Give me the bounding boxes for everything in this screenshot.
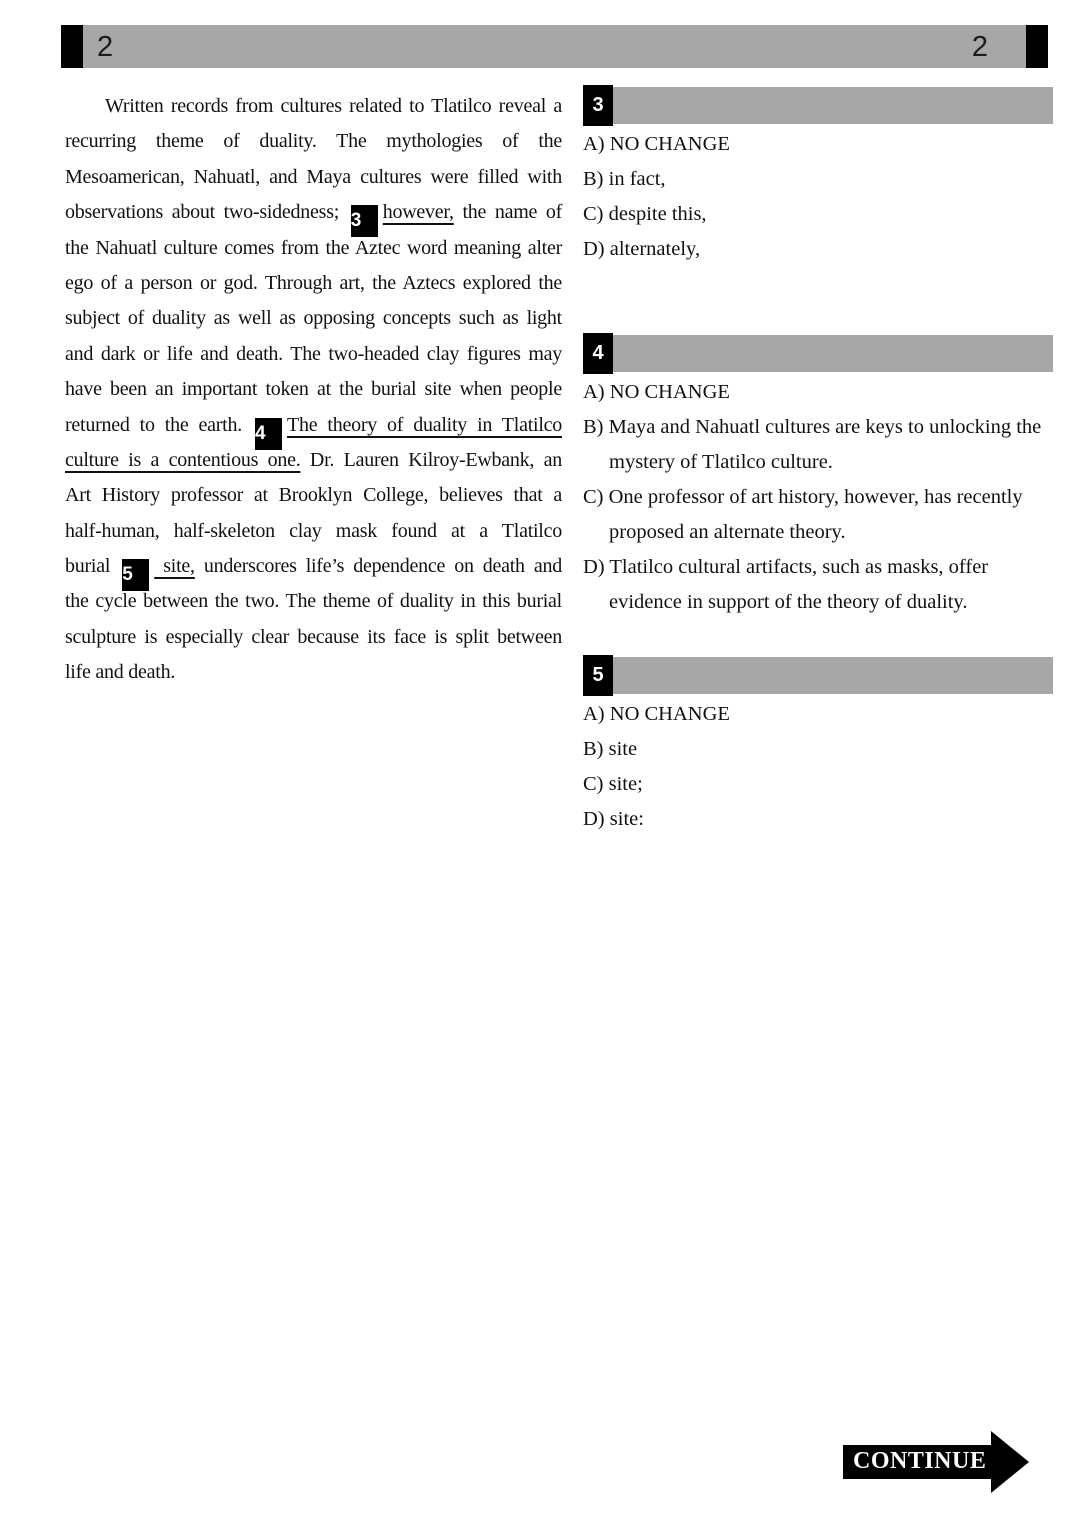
option-label: C) [583,486,604,508]
underlined-text: The theory of duality in Tlatilco [287,413,563,436]
question-number: 5 [583,655,613,696]
option-label: B) [583,416,604,438]
question-number: 3 [583,85,613,126]
answer-option-d[interactable] [583,802,1053,837]
option-text: evidence in support of the theory of duality. [609,591,968,613]
option-label: B) [583,168,604,190]
header-right-black-block [1026,25,1048,68]
option-text: NO CHANGE [604,703,730,725]
option-text: One professor of art history, however, has recently [603,486,1023,508]
option-label: D) [583,556,605,578]
passage-text: the cycle between the two. The theme of duality in this burial [65,590,562,613]
passage-text: recurring theme of duality. The mythologies of the [65,130,562,153]
passage-line [65,195,562,230]
passage-line [65,301,562,336]
passage-text: the name of [453,201,562,224]
continue-arrow-icon [991,1431,1029,1493]
passage-line [65,443,562,478]
underlined-text: site, [154,555,195,578]
passage-text: Art History professor at Brooklyn College, believes that a [65,484,562,507]
question-header-bar [583,657,1053,694]
option-label: D) [583,808,605,830]
passage-text: life and death. [65,661,176,684]
passage-text: and dark or life and death. The two-headed clay figures may [65,342,562,365]
option-text: NO CHANGE [604,133,730,155]
option-text: Tlatilco cultural artifacts, such as masks, offer [604,556,989,578]
passage-text: underscores life’s dependence on death and [194,555,562,578]
question-header-bar [583,335,1053,372]
passage-text: Written records from cultures related to Tlatilco reveal a [105,95,562,117]
passage-line [65,584,562,619]
question-number: 4 [583,333,613,374]
passage-marker-4: 4 [255,418,282,450]
option-label: C) [583,773,604,795]
passage-line [65,231,562,266]
passage-line [65,549,562,584]
option-text: mystery of Tlatilco culture. [609,451,833,473]
answer-option-c[interactable] [583,197,1053,232]
continue-button[interactable] [843,1431,1029,1493]
passage-text: the Nahuatl culture comes from the Aztec word meaning alter [65,236,562,259]
option-label: C) [583,203,604,225]
passage-line [65,655,562,690]
answer-option-b[interactable] [583,410,1053,480]
passage-line [65,514,562,549]
passage-line [65,89,562,124]
passage-text: Mesoamerican, Nahuatl, and Maya cultures were filled with [65,165,562,188]
passage-text: ego of a person or god. Through art, the Aztecs explored the [65,271,562,294]
passage-line [65,160,562,195]
option-text: site: [604,808,644,830]
underlined-text: culture is a contentious one. [65,448,301,471]
passage-line [65,266,562,301]
option-text: Maya and Nahuatl cultures are keys to unlocking the [603,416,1042,438]
option-text: NO CHANGE [604,381,730,403]
answer-option-a[interactable] [583,697,1053,732]
answer-option-a[interactable] [583,127,1053,162]
option-text: site [603,738,638,760]
option-label: D) [583,238,605,260]
passage-text: observations about two-sidedness; [65,201,348,224]
question-header-bar [583,87,1053,124]
option-text: site; [603,773,643,795]
question-block-3 [583,87,1053,267]
question-block-4 [583,335,1053,620]
passage-line [65,337,562,372]
answer-option-d[interactable] [583,550,1053,620]
section-number-right: 2 [971,31,988,63]
option-label: A) [583,703,605,725]
answer-option-b[interactable] [583,732,1053,767]
passage-marker-3: 3 [351,205,378,237]
continue-label: CONTINUE [843,1445,992,1479]
passage-marker-5: 5 [122,559,149,591]
passage-text: subject of duality as well as opposing concepts such as light [65,307,562,330]
option-text: alternately, [604,238,701,260]
passage-text: have been an important token at the burial site when people [65,378,562,401]
answer-option-b[interactable] [583,162,1053,197]
option-text: despite this, [603,203,707,225]
underlined-text: however, [382,201,454,224]
answer-option-d[interactable] [583,232,1053,267]
answer-options [583,375,1053,620]
passage-text: burial [65,555,120,578]
answer-options [583,697,1053,837]
passage-column [65,89,562,691]
passage-text: sculpture is especially clear because its face is split between [65,625,562,648]
section-number-left: 2 [97,31,114,63]
section-header-bar [61,25,1048,68]
option-text: in fact, [603,168,666,190]
question-block-5 [583,657,1053,837]
header-left-black-block [61,25,83,68]
passage-line [65,408,562,443]
passage-text: returned to the earth. [65,413,253,436]
passage-line [65,124,562,159]
option-label: A) [583,133,605,155]
option-label: A) [583,381,605,403]
passage-line [65,478,562,513]
passage-text: Dr. Lauren Kilroy-Ewbank, an [300,448,562,471]
answer-option-c[interactable] [583,480,1053,550]
option-label: B) [583,738,604,760]
answer-options [583,127,1053,267]
answer-option-a[interactable] [583,375,1053,410]
option-text: proposed an alternate theory. [609,521,846,543]
passage-text: half-human, half-skeleton clay mask found at a Tlatilco [65,519,562,542]
passage-line [65,372,562,407]
answer-option-c[interactable] [583,767,1053,802]
passage-line [65,620,562,655]
